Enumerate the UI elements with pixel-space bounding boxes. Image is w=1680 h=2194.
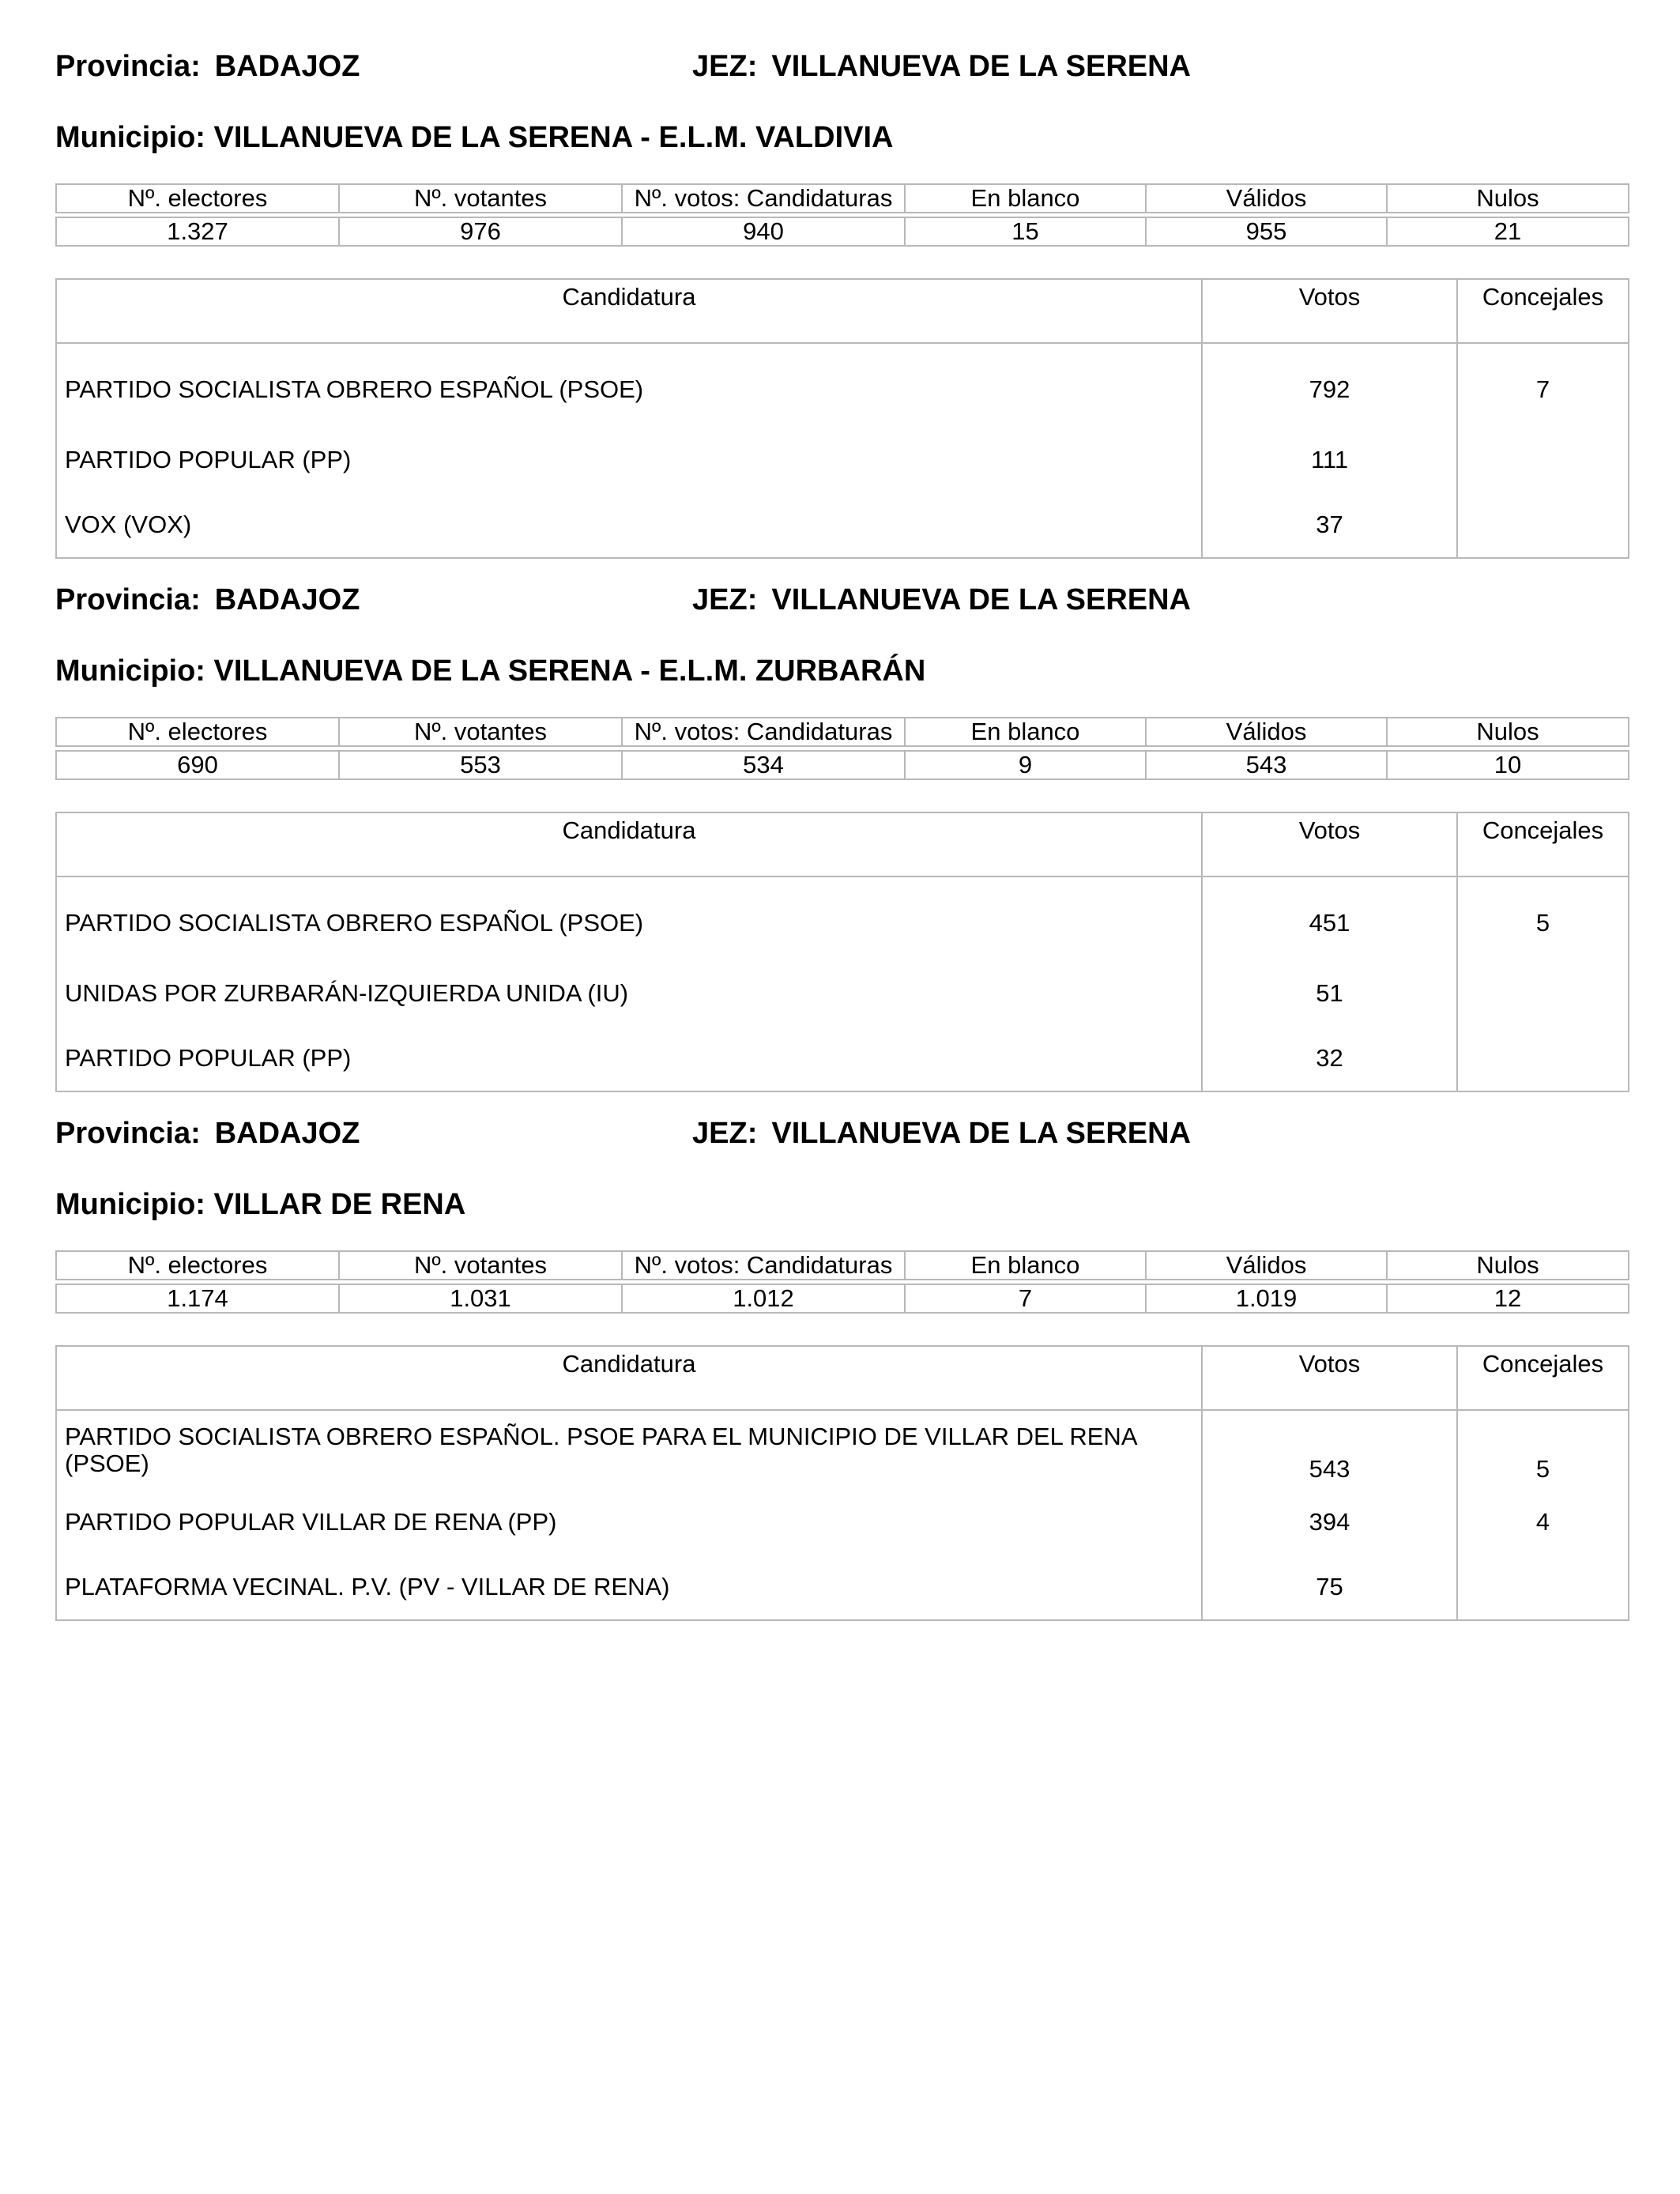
value-nulos: 21 bbox=[1387, 217, 1629, 246]
value-validos: 1.019 bbox=[1146, 1284, 1387, 1313]
candidatura-row bbox=[56, 961, 1629, 1026]
header-votos-candidaturas: Nº. votos: Candidaturas bbox=[622, 718, 905, 746]
jez-label: JEZ: bbox=[692, 583, 758, 616]
value-votos-candidaturas: 940 bbox=[622, 217, 905, 246]
header-validos: Válidos bbox=[1146, 718, 1387, 746]
candidatura-votos: 37 bbox=[1202, 492, 1457, 558]
candidatura-name: PLATAFORMA VECINAL. P.V. (PV - VILLAR DE RENA) bbox=[56, 1555, 1202, 1620]
header-votos: Votos bbox=[1202, 279, 1457, 343]
jez-label: JEZ: bbox=[692, 1117, 758, 1150]
header-votos: Votos bbox=[1202, 1346, 1457, 1410]
candidaturas-header-row bbox=[56, 1346, 1629, 1410]
municipio-line bbox=[55, 120, 894, 155]
header-votos-candidaturas: Nº. votos: Candidaturas bbox=[622, 1251, 905, 1280]
candidatura-votos: 451 bbox=[1202, 876, 1457, 961]
value-en-blanco: 15 bbox=[905, 217, 1146, 246]
jez-line bbox=[692, 582, 1191, 617]
candidatura-name: PARTIDO SOCIALISTA OBRERO ESPAÑOL (PSOE) bbox=[56, 343, 1202, 428]
candidatura-row bbox=[56, 343, 1629, 428]
summary-values-row bbox=[56, 217, 1629, 246]
candidatura-name: VOX (VOX) bbox=[56, 492, 1202, 558]
header-electores: Nº. electores bbox=[56, 718, 339, 746]
candidatura-concejales bbox=[1457, 492, 1629, 558]
header-validos: Válidos bbox=[1146, 1251, 1387, 1280]
header-votantes: Nº. votantes bbox=[339, 1251, 622, 1280]
candidatura-votos: 75 bbox=[1202, 1555, 1457, 1620]
summary-table bbox=[55, 183, 1629, 247]
candidatura-concejales: 5 bbox=[1457, 1410, 1629, 1490]
candidatura-votos: 32 bbox=[1202, 1026, 1457, 1091]
jez-value: VILLANUEVA DE LA SERENA bbox=[771, 1117, 1191, 1150]
provincia-line bbox=[55, 49, 360, 84]
value-votantes: 976 bbox=[339, 217, 622, 246]
provincia-value: BADAJOZ bbox=[214, 583, 360, 616]
header-electores: Nº. electores bbox=[56, 184, 339, 213]
candidatura-name: PARTIDO POPULAR (PP) bbox=[56, 428, 1202, 492]
header-en-blanco: En blanco bbox=[905, 184, 1146, 213]
candidatura-name: PARTIDO POPULAR VILLAR DE RENA (PP) bbox=[56, 1490, 1202, 1555]
candidatura-concejales: 4 bbox=[1457, 1490, 1629, 1555]
header-candidatura: Candidatura bbox=[56, 812, 1202, 876]
jez-line bbox=[692, 49, 1191, 84]
summary-table bbox=[55, 717, 1629, 780]
candidatura-votos: 51 bbox=[1202, 961, 1457, 1026]
value-votantes: 553 bbox=[339, 751, 622, 779]
municipio-label: Municipio: bbox=[55, 1188, 205, 1221]
header-votantes: Nº. votantes bbox=[339, 184, 622, 213]
header-concejales: Concejales bbox=[1457, 812, 1629, 876]
value-nulos: 10 bbox=[1387, 751, 1629, 779]
provincia-line bbox=[55, 582, 360, 617]
provincia-label: Provincia: bbox=[55, 1117, 201, 1150]
municipio-label: Municipio: bbox=[55, 654, 205, 688]
header-candidatura: Candidatura bbox=[56, 1346, 1202, 1410]
value-validos: 543 bbox=[1146, 751, 1387, 779]
candidatura-row bbox=[56, 876, 1629, 961]
candidaturas-table bbox=[55, 1345, 1629, 1621]
value-en-blanco: 7 bbox=[905, 1284, 1146, 1313]
header-validos: Válidos bbox=[1146, 184, 1387, 213]
candidatura-name: PARTIDO POPULAR (PP) bbox=[56, 1026, 1202, 1091]
candidaturas-table bbox=[55, 278, 1629, 559]
municipio-value: VILLANUEVA DE LA SERENA - E.L.M. VALDIVIA bbox=[213, 121, 894, 154]
municipio-value: VILLAR DE RENA bbox=[213, 1188, 466, 1221]
municipio-line bbox=[55, 1187, 465, 1222]
candidaturas-table bbox=[55, 812, 1629, 1092]
candidatura-votos: 543 bbox=[1202, 1410, 1457, 1490]
candidatura-row bbox=[56, 492, 1629, 558]
header-concejales: Concejales bbox=[1457, 279, 1629, 343]
summary-header-row bbox=[56, 718, 1629, 746]
header-electores: Nº. electores bbox=[56, 1251, 339, 1280]
candidatura-concejales bbox=[1457, 1555, 1629, 1620]
value-electores: 1.327 bbox=[56, 217, 339, 246]
value-en-blanco: 9 bbox=[905, 751, 1146, 779]
provincia-value: BADAJOZ bbox=[214, 1117, 360, 1150]
header-concejales: Concejales bbox=[1457, 1346, 1629, 1410]
header-nulos: Nulos bbox=[1387, 184, 1629, 213]
provincia-line bbox=[55, 1116, 360, 1151]
candidaturas-header-row bbox=[56, 279, 1629, 343]
candidatura-votos: 792 bbox=[1202, 343, 1457, 428]
municipio-value: VILLANUEVA DE LA SERENA - E.L.M. ZURBARÁN bbox=[213, 654, 926, 688]
candidatura-name: PARTIDO SOCIALISTA OBRERO ESPAÑOL (PSOE) bbox=[56, 876, 1202, 961]
candidatura-concejales bbox=[1457, 428, 1629, 492]
candidatura-row bbox=[56, 1026, 1629, 1091]
candidatura-row bbox=[56, 1555, 1629, 1620]
jez-value: VILLANUEVA DE LA SERENA bbox=[771, 50, 1191, 83]
provincia-label: Provincia: bbox=[55, 583, 201, 616]
candidatura-concejales bbox=[1457, 1026, 1629, 1091]
value-electores: 690 bbox=[56, 751, 339, 779]
header-en-blanco: En blanco bbox=[905, 718, 1146, 746]
value-votos-candidaturas: 1.012 bbox=[622, 1284, 905, 1313]
candidatura-votos: 394 bbox=[1202, 1490, 1457, 1555]
candidatura-concejales bbox=[1457, 961, 1629, 1026]
candidatura-name: UNIDAS POR ZURBARÁN-IZQUIERDA UNIDA (IU) bbox=[56, 961, 1202, 1026]
jez-line bbox=[692, 1116, 1191, 1151]
municipio-label: Municipio: bbox=[55, 121, 205, 154]
value-validos: 955 bbox=[1146, 217, 1387, 246]
provincia-value: BADAJOZ bbox=[214, 50, 360, 83]
candidatura-row bbox=[56, 1410, 1629, 1490]
jez-value: VILLANUEVA DE LA SERENA bbox=[771, 583, 1191, 616]
provincia-label: Provincia: bbox=[55, 50, 201, 83]
header-en-blanco: En blanco bbox=[905, 1251, 1146, 1280]
jez-label: JEZ: bbox=[692, 50, 758, 83]
summary-table bbox=[55, 1250, 1629, 1314]
summary-header-row bbox=[56, 1251, 1629, 1280]
header-votantes: Nº. votantes bbox=[339, 718, 622, 746]
header-candidatura: Candidatura bbox=[56, 279, 1202, 343]
value-nulos: 12 bbox=[1387, 1284, 1629, 1313]
candidatura-concejales: 5 bbox=[1457, 876, 1629, 961]
value-votos-candidaturas: 534 bbox=[622, 751, 905, 779]
municipio-line bbox=[55, 654, 925, 688]
header-nulos: Nulos bbox=[1387, 1251, 1629, 1280]
value-votantes: 1.031 bbox=[339, 1284, 622, 1313]
value-electores: 1.174 bbox=[56, 1284, 339, 1313]
header-votos-candidaturas: Nº. votos: Candidaturas bbox=[622, 184, 905, 213]
header-nulos: Nulos bbox=[1387, 718, 1629, 746]
candidatura-row bbox=[56, 428, 1629, 492]
candidatura-name: PARTIDO SOCIALISTA OBRERO ESPAÑOL. PSOE PARA EL MUNICIPIO DE VILLAR DEL RENA (PSOE) bbox=[56, 1410, 1202, 1490]
candidatura-votos: 111 bbox=[1202, 428, 1457, 492]
summary-values-row bbox=[56, 1284, 1629, 1313]
candidatura-row bbox=[56, 1490, 1629, 1555]
summary-header-row bbox=[56, 184, 1629, 213]
candidaturas-header-row bbox=[56, 812, 1629, 876]
candidatura-concejales: 7 bbox=[1457, 343, 1629, 428]
header-votos: Votos bbox=[1202, 812, 1457, 876]
summary-values-row bbox=[56, 751, 1629, 779]
